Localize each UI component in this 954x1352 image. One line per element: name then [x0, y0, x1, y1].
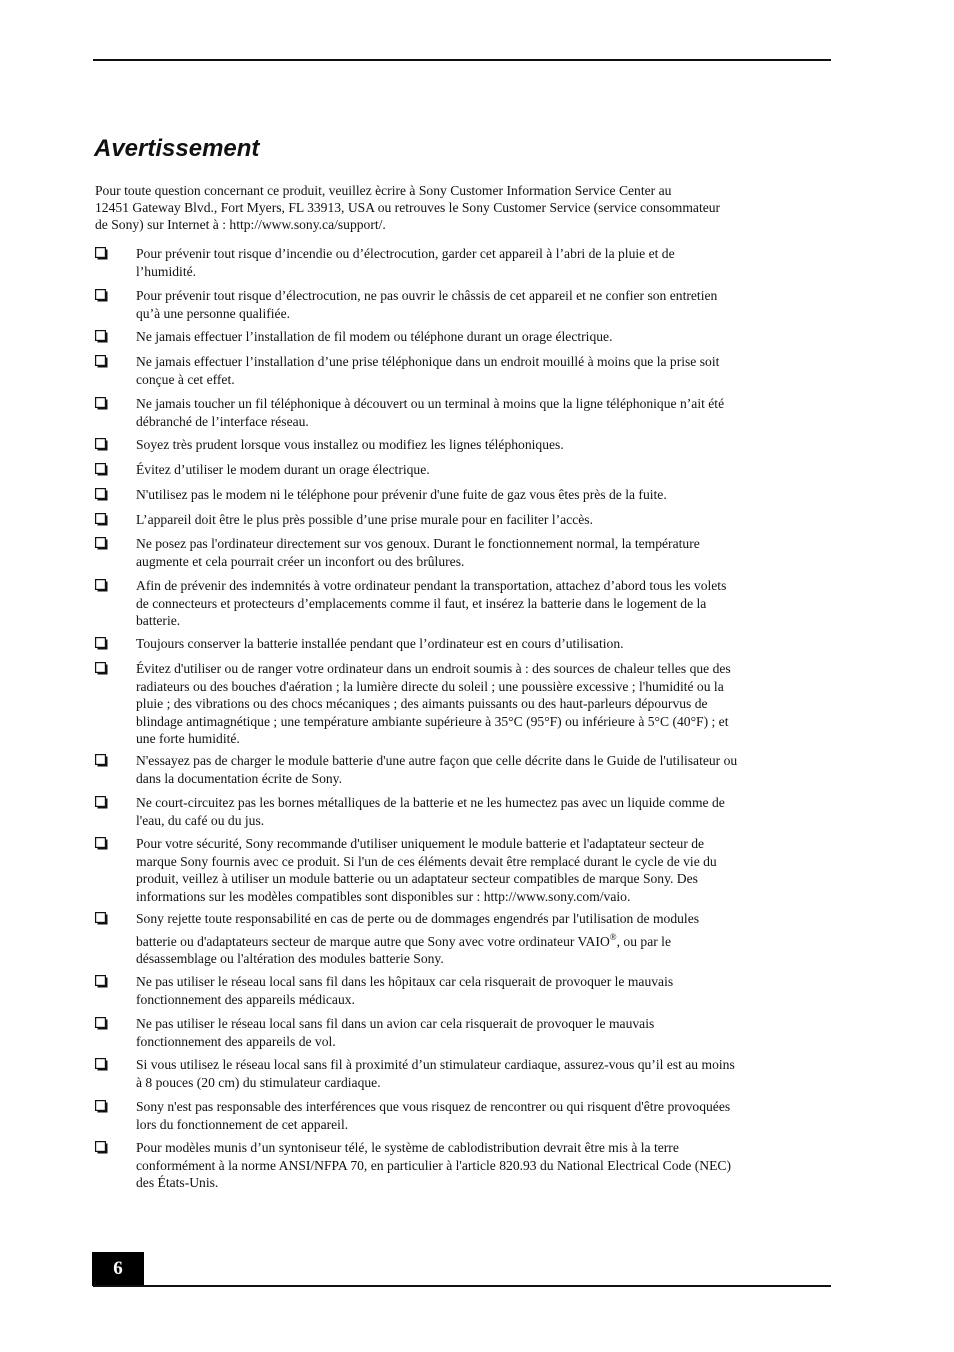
warning-text-line: Ne posez pas l'ordinateur directement sur vos genoux. Durant le fonctionnement normal, la température — [136, 536, 700, 551]
warning-text — [136, 973, 836, 1008]
checkbox-icon — [95, 438, 108, 451]
warning-text-line: blindage antimagnétique ; une température ambiante supérieure à 35°C (95°F) ou inférieure à 5°C (40°F) ; et — [136, 713, 729, 729]
warning-text-line: à 8 pouces (20 cm) du stimulateur cardiaque. — [136, 1074, 381, 1090]
checkbox-icon — [95, 579, 108, 592]
checkbox-icon — [95, 754, 108, 767]
warning-text — [136, 1056, 836, 1091]
warning-text-line: Évitez d’utiliser le modem durant un orage électrique. — [136, 462, 430, 477]
warning-text-line: qu’à une personne qualifiée. — [136, 305, 290, 321]
warning-text-line: augmente et cela pourrait créer un inconfort ou des brûlures. — [136, 553, 465, 569]
page-title: Avertissement — [94, 135, 260, 162]
checkbox-icon — [95, 637, 108, 650]
warning-text — [136, 635, 836, 653]
warning-text-line: Pour prévenir tout risque d’incendie ou d’électrocution, garder cet appareil à l’abri de la pluie et de — [136, 246, 675, 261]
warning-text-line: N'essayez pas de charger le module batterie d'une autre façon que celle décrite dans le Guide de l'utilisateur ou — [136, 753, 738, 768]
footer-rule — [93, 1285, 831, 1287]
warning-text — [136, 910, 836, 968]
warning-text-line: informations sur les modèles compatibles sont disponibles sur : http://www.sony.com/vaio. — [136, 888, 631, 904]
vaio-line-text: batterie ou d'adaptateurs secteur de marque autre que Sony avec votre ordinateur VAIO — [136, 933, 610, 949]
warning-text — [136, 511, 836, 529]
checkbox-icon — [95, 1141, 108, 1154]
warning-text — [136, 660, 836, 748]
warning-text — [136, 486, 836, 504]
warning-text — [136, 353, 836, 388]
warning-text-line: Ne court-circuitez pas les bornes métalliques de la batterie et ne les humectez pas avec un liquide comme de — [136, 795, 725, 810]
warning-text-line: N'utilisez pas le modem ni le téléphone pour prévenir d'une fuite de gaz vous êtes près de la fuite. — [136, 487, 667, 502]
warning-text-line: Ne jamais effectuer l’installation d’une prise téléphonique dans un endroit mouillé à moins que la prise soit — [136, 354, 720, 369]
warning-text-line: Si vous utilisez le réseau local sans fil à proximité d’un stimulateur cardiaque, assurez-vous qu’il est au moins — [136, 1057, 735, 1072]
checkbox-icon — [95, 1058, 108, 1071]
warning-text — [136, 461, 836, 479]
registered-mark: ® — [609, 931, 617, 942]
intro-paragraph — [95, 182, 831, 233]
intro-line: Pour toute question concernant ce produit, veuillez ècrire à Sony Customer Information Service Center au — [95, 183, 672, 198]
checkbox-icon — [95, 662, 108, 675]
vaio-line-tail: , ou par le — [616, 933, 671, 949]
warning-text-line: fonctionnement des appareils médicaux. — [136, 991, 355, 1007]
page-number: 6 — [113, 1258, 123, 1279]
warning-text — [136, 436, 836, 454]
warning-text-line: une forte humidité. — [136, 731, 240, 746]
checkbox-icon — [95, 463, 108, 476]
warning-text — [136, 395, 836, 430]
warning-text — [136, 287, 836, 322]
warning-text-line: Sony n'est pas responsable des interférences que vous risquez de rencontrer ou qui risquent d'être provoquées — [136, 1099, 731, 1114]
warning-text — [136, 794, 836, 829]
checkbox-icon — [95, 247, 108, 260]
checkbox-icon — [95, 513, 108, 526]
warning-text-line: Pour votre sécurité, Sony recommande d'utiliser uniquement le module batterie et l'adaptateur secteur de — [136, 836, 705, 851]
warning-text-line: produit, veillez à utiliser un module batterie ou un adaptateur secteur compatibles de marque Sony. Des — [136, 871, 698, 886]
warning-text-line: Sony rejette toute responsabilité en cas de perte ou de dommages engendrés par l'utilisation de modules — [136, 911, 700, 926]
warning-text-line: radiateurs ou des bouches d'aération ; la lumière directe du soleil ; une poussière excessive ; l'humidité ou la — [136, 678, 724, 694]
warning-text — [136, 752, 836, 787]
intro-line: de Sony) sur Internet à : http://www.sony.ca/support/. — [95, 217, 386, 232]
warning-text-line: Ne jamais toucher un fil téléphonique à découvert ou un terminal à moins que la ligne téléphonique n’ait été — [136, 396, 725, 411]
warning-text-line: L’appareil doit être le plus près possible d’une prise murale pour en faciliter l’accès. — [136, 512, 593, 527]
warning-text-line: désassemblage ou l'altération des modules batterie Sony. — [136, 951, 444, 966]
warning-text-line: Évitez d'utiliser ou de ranger votre ordinateur dans un endroit soumis à : des sources de chaleur telles que des — [136, 661, 731, 676]
warning-text-line: Soyez très prudent lorsque vous installez ou modifiez les lignes téléphoniques. — [136, 437, 564, 452]
warning-text-line: des États-Unis. — [136, 1175, 219, 1190]
checkbox-icon — [95, 397, 108, 410]
warning-text — [136, 1015, 836, 1050]
warning-text-line: pluie ; des vibrations ou des chocs mécaniques ; des aimants puissants ou des haut-parleurs dépourvus de — [136, 696, 708, 711]
checkbox-icon — [95, 330, 108, 343]
checkbox-icon — [95, 355, 108, 368]
checkbox-icon — [95, 1100, 108, 1113]
warning-text-line: débranché de l’interface réseau. — [136, 413, 309, 429]
warning-text — [136, 245, 836, 280]
warning-text-line: dans la documentation écrite de Sony. — [136, 770, 342, 786]
warning-text-line — [136, 933, 836, 951]
page-number-box — [92, 1252, 144, 1286]
checkbox-icon — [95, 796, 108, 809]
warning-text-line: l’humidité. — [136, 263, 197, 279]
warning-text — [136, 1139, 836, 1192]
warning-text-line: batterie. — [136, 613, 181, 628]
warning-text-line: conformément à la norme ANSI/NFPA 70, en particulier à l'article 820.93 du National Electrical Code (NEC) — [136, 1157, 732, 1173]
warning-text-line: Pour modèles munis d’un syntoniseur télé, le système de cablodistribution devrait être mis à la terre — [136, 1140, 679, 1155]
warning-text-line: marque Sony fournis avec ce produit. Si l'un de ces éléments devait être remplacé durant le cycle de vie du — [136, 853, 717, 869]
warning-text — [136, 835, 836, 905]
checkbox-icon — [95, 975, 108, 988]
warning-text-line: de connecteurs et protecteurs d’emplacements comme il faut, et insérez la batterie dans le logement de la — [136, 595, 707, 611]
checkbox-icon — [95, 289, 108, 302]
checkbox-icon — [95, 537, 108, 550]
checkbox-icon — [95, 1017, 108, 1030]
checkbox-icon — [95, 912, 108, 925]
warning-text — [136, 535, 836, 570]
warning-text-line: lors du fonctionnement de cet appareil. — [136, 1116, 349, 1132]
warning-text — [136, 328, 836, 346]
warning-text-line: Pour prévenir tout risque d’électrocution, ne pas ouvrir le châssis de cet appareil et ne confier son entretien — [136, 288, 718, 303]
warning-text — [136, 577, 836, 630]
warning-text-line: Ne jamais effectuer l’installation de fil modem ou téléphone durant un orage électrique. — [136, 329, 613, 344]
warning-text-line: conçue à cet effet. — [136, 371, 235, 387]
header-rule — [93, 59, 831, 61]
warning-text-line: Afin de prévenir des indemnités à votre ordinateur pendant la transportation, attachez d’abord tous les volets — [136, 578, 727, 593]
warning-text-line: fonctionnement des appareils de vol. — [136, 1033, 336, 1049]
warning-text-line: Ne pas utiliser le réseau local sans fil dans un avion car cela risquerait de provoquer le mauvais — [136, 1016, 655, 1031]
intro-line: 12451 Gateway Blvd., Fort Myers, FL 33913, USA ou retrouves le Sony Customer Service (service consommateur — [95, 200, 721, 215]
warning-text-line: Toujours conserver la batterie installée pendant que l’ordinateur est en cours d’utilisation. — [136, 636, 624, 651]
warning-text — [136, 1098, 836, 1133]
warning-text-line: Ne pas utiliser le réseau local sans fil dans les hôpitaux car cela risquerait de provoquer le mauvais — [136, 974, 674, 989]
warning-text-line: l'eau, du café ou du jus. — [136, 812, 265, 828]
checkbox-icon — [95, 837, 108, 850]
checkbox-icon — [95, 488, 108, 501]
